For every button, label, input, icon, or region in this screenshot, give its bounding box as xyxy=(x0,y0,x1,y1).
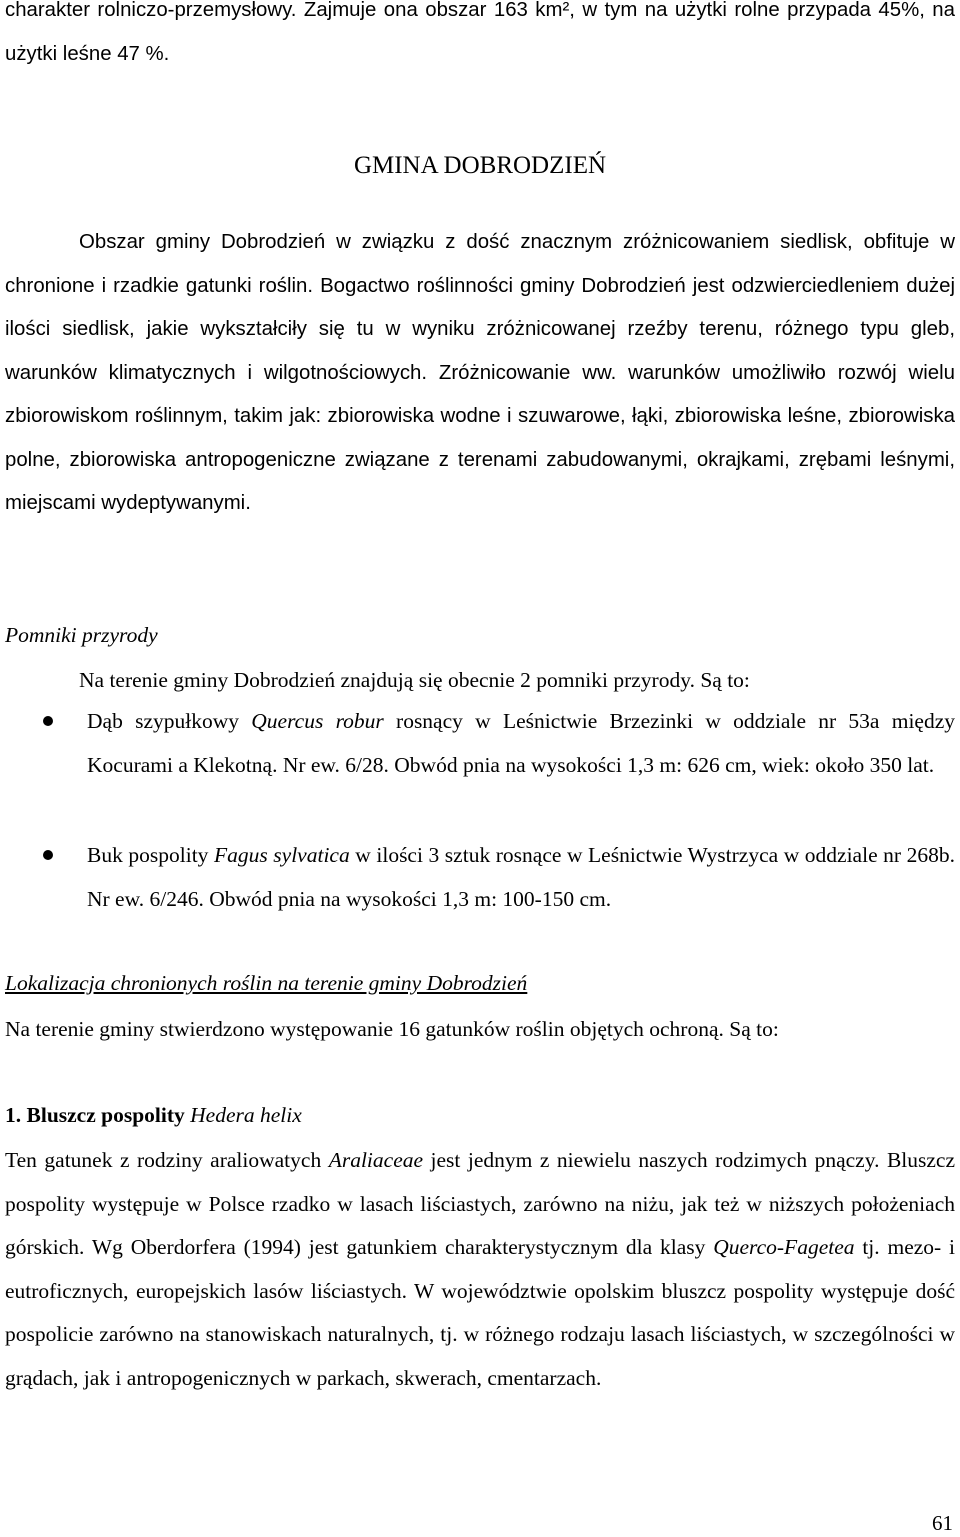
list-item-name: Dąb szypułkowy xyxy=(87,709,252,733)
species-text-3: tj. mezo- i eutroficznych, europejskich lasów liściastych. W województwie opolskim bluszcz pospolity występuje dość pospolicie zarówno na stanowiskach naturalnych, tj. w różnego rodzaju lasach liściastych, w szczególności w grądach, jak i antropogenicznych w parkach, skwerach, cmentarzach. xyxy=(5,1235,955,1390)
list-item-name: Buk pospolity xyxy=(87,843,214,867)
bullet-icon xyxy=(43,850,53,860)
lokalizacja-heading: Lokalizacja chronionych roślin na terenie gminy Dobrodzień xyxy=(5,971,528,995)
intro-paragraph: charakter rolniczo-przemysłowy. Zajmuje ona obszar 163 km², w tym na użytki rolne przypada 45%, na użytki leśne 47 %. xyxy=(5,0,955,65)
list-item-text xyxy=(87,700,955,787)
gmina-paragraph xyxy=(5,221,955,526)
gmina-heading: GMINA DOBRODZIEŃ xyxy=(353,152,607,179)
species-class-latin: Querco-Fagetea xyxy=(713,1235,855,1259)
lokalizacja-paragraph: Na terenie gminy stwierdzono występowanie 16 gatunków roślin objętych ochroną. Są to: xyxy=(5,1017,779,1041)
species-number-name: 1. Bluszcz pospolity xyxy=(5,1103,185,1127)
list-item-latin: Quercus robur xyxy=(251,709,384,733)
list-item-details: rosnący w Leśnictwie Brzezinki w oddziale nr 53a między Kocurami a Klekotną. Nr ew. 6/28. Obwód pnia na wysokości 1,3 m: 626 cm, wiek: około 350 lat. xyxy=(87,709,956,777)
species-paragraph xyxy=(5,1139,955,1400)
list-item-text xyxy=(87,834,955,921)
page-number: 61 xyxy=(932,1511,953,1535)
list-item-details: w ilości 3 sztuk rosnące w Leśnictwie Wystrzyca w oddziale nr 268b. Nr ew. 6/246. Obwód pnia na wysokości 1,3 m: 100-150 cm. xyxy=(87,843,956,911)
species-text-1: Ten gatunek z rodziny araliowatych xyxy=(5,1148,329,1172)
pomniki-intro-text: Na terenie gminy Dobrodzień znajdują się obecnie 2 pomniki przyrody. Są to: xyxy=(79,668,750,692)
gmina-paragraph-lead: Obszar gminy Dobrodzień w związku z dość znacznym zróżnicowaniem siedlisk, obfituje w chronione i rzadkie gatunki roślin. xyxy=(5,231,955,297)
bullet-icon xyxy=(43,716,53,726)
pomniki-intro xyxy=(5,659,955,703)
species-text-2: jest jednym z niewielu naszych rodzimych pnączy. Bluszcz pospolity występuje w Polsce rzadko w lasach liściastych, zarówno na niżu, jak też w niższych położeniach górskich. Wg Oberdorfera (1994) jest gatunkiem charakterystycznym dla klasy xyxy=(5,1148,955,1259)
pomniki-heading: Pomniki przyrody xyxy=(5,623,158,647)
species-latin: Hedera helix xyxy=(190,1103,302,1127)
species-family-latin: Araliaceae xyxy=(328,1148,424,1172)
gmina-paragraph-rest: Bogactwo roślinności gminy Dobrodzień jest odzwierciedleniem dużej ilości siedlisk, jakie wykształciły się tu w wyniku zróżnicowanej rzeźby terenu, różnego typu gleb, warunków klimatycznych i wilgotnościowych. Zróżnicowanie ww. warunków umożliwiło rozwój wielu zbiorowiskom roślinnym, takim jak: zbiorowiska wodne i szuwarowe, łąki, zbiorowiska leśne, zbiorowiska polne, zbiorowiska antropogeniczne związane z terenami zabudowanymi, okrajkami, zrębami leśnymi, miejscami wydeptywanymi. xyxy=(5,274,955,514)
list-item-latin: Fagus sylvatica xyxy=(214,843,350,867)
species-heading xyxy=(5,1097,302,1133)
